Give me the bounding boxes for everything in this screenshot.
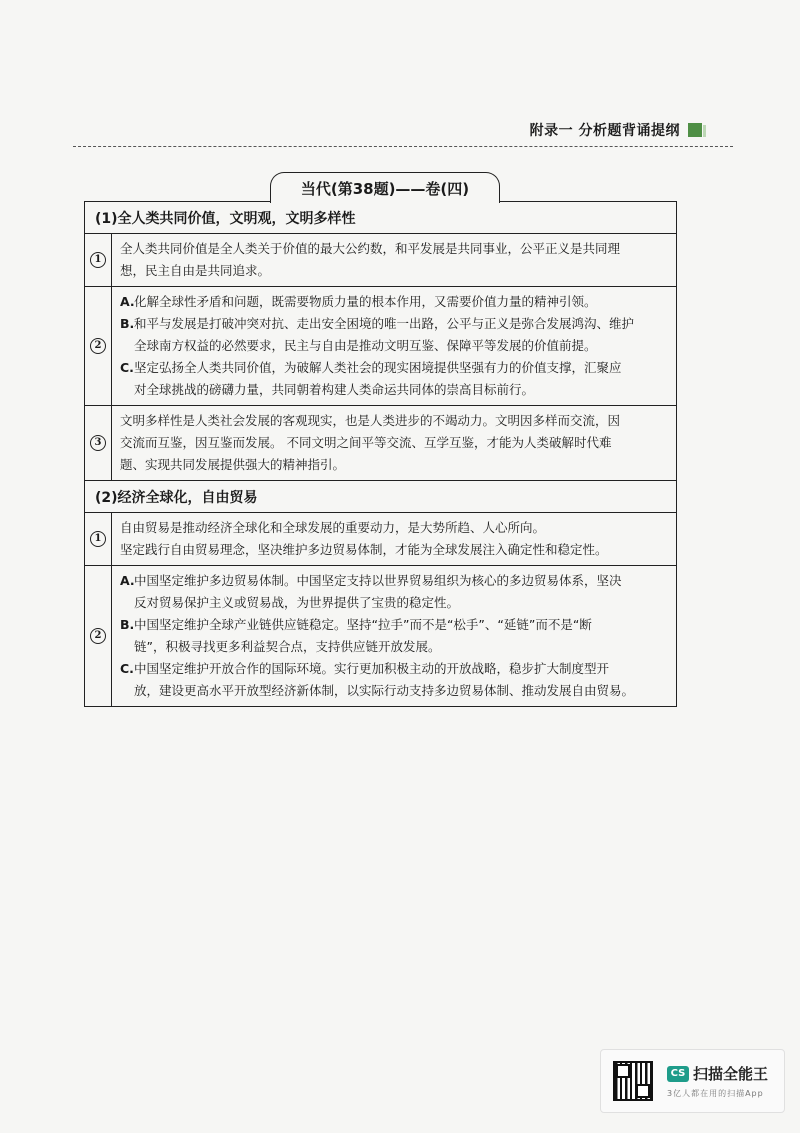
scanner-watermark <box>600 1049 785 1113</box>
text-line: 全球南方权益的必然要求，民主与自由是推动文明互鉴、保障平等发展的价值前提。 <box>134 338 597 353</box>
text-line: 对全球挑战的磅礴力量，共同朝着构建人类命运共同体的崇高目标前行。 <box>134 382 535 397</box>
section-title-tab: 当代(第38题)——卷(四) <box>270 172 500 203</box>
row-number-cell <box>85 566 112 706</box>
list-item <box>120 357 668 401</box>
page-header <box>530 120 702 140</box>
text-line: 坚定践行自由贸易理念，坚决维护多边贸易体制，才能为全球发展注入确定性和稳定性。 <box>120 542 608 557</box>
table-row <box>85 287 676 406</box>
text-line: 和平与发展是打破冲突对抗、走出安全困境的唯一出路，公平与正义是弥合发展鸿沟、维护 <box>134 316 635 331</box>
list-item <box>120 291 668 313</box>
circled-number: 1 <box>90 252 106 268</box>
item-label: C. <box>120 360 134 375</box>
header-title: 附录一 分析题背诵提纲 <box>529 123 680 139</box>
text-line: 交流而互鉴，因互鉴而发展。 不同文明之间平等交流、互学互鉴，才能为人类破解时代难 <box>120 435 612 450</box>
text-line: 题、实现共同发展提供强大的精神指引。 <box>120 457 346 472</box>
row-content <box>112 234 676 286</box>
brand-name: 扫描全能王 <box>693 1065 769 1083</box>
item-label: C. <box>120 661 134 676</box>
item-label: A. <box>120 294 135 309</box>
circled-number: 3 <box>90 435 106 451</box>
text-line: 链”，积极寻找更多利益契合点，支持供应链开放发展。 <box>134 639 441 654</box>
item-label: A. <box>120 573 135 588</box>
row-content <box>112 406 676 480</box>
circled-number: 2 <box>90 628 106 644</box>
circled-number: 2 <box>90 338 106 354</box>
section-heading: (1)全人类共同价值，文明观，文明多样性 <box>85 202 676 234</box>
list-item <box>120 570 668 614</box>
cs-logo-icon: CS <box>667 1066 689 1082</box>
text-line: 坚定弘扬全人类共同价值，为破解人类社会的现实困境提供坚强有力的价值支撑，汇聚应 <box>134 360 622 375</box>
qr-code-icon <box>613 1061 653 1101</box>
row-number-cell <box>85 406 112 480</box>
text-line: 想，民主自由是共同追求。 <box>120 263 271 278</box>
outline-table <box>84 201 677 707</box>
table-row <box>85 566 676 706</box>
brand-tagline: 3亿人都在用的扫描App <box>667 1089 764 1098</box>
header-mark-icon <box>688 123 702 137</box>
table-row <box>85 234 676 287</box>
section-heading: (2)经济全球化，自由贸易 <box>85 481 676 513</box>
item-label: B. <box>120 316 135 331</box>
row-content <box>112 287 676 405</box>
text-line: 全人类共同价值是全人类关于价值的最大公约数，和平发展是共同事业，公平正义是共同理 <box>120 241 621 256</box>
table-row <box>85 513 676 566</box>
text-line: 自由贸易是推动经济全球化和全球发展的重要动力，是大势所趋、人心所向。 <box>120 520 546 535</box>
row-content <box>112 513 676 565</box>
text-line: 中国坚定维护全球产业链供应链稳定。坚持“拉手”而不是“松手”、“延链”而不是“断 <box>134 617 592 632</box>
text-line: 中国坚定维护开放合作的国际环境。实行更加积极主动的开放战略，稳步扩大制度型开 <box>134 661 610 676</box>
text-line: 反对贸易保护主义或贸易战，为世界提供了宝贵的稳定性。 <box>134 595 460 610</box>
text-line: 放，建设更高水平开放型经济新体制，以实际行动支持多边贸易体制、推动发展自由贸易。 <box>134 683 635 698</box>
text-line: 化解全球性矛盾和问题，既需要物质力量的根本作用，又需要价值力量的精神引领。 <box>134 294 597 309</box>
list-item <box>120 313 668 357</box>
row-content <box>112 566 676 706</box>
header-divider <box>73 146 733 147</box>
row-number-cell <box>85 513 112 565</box>
table-row <box>85 406 676 481</box>
text-line: 文明多样性是人类社会发展的客观现实，也是人类进步的不竭动力。文明因多样而交流，因 <box>120 413 621 428</box>
list-item <box>120 658 668 702</box>
row-number-cell <box>85 234 112 286</box>
item-label: B. <box>120 617 135 632</box>
circled-number: 1 <box>90 531 106 547</box>
text-line: 中国坚定维护多边贸易体制。中国坚定支持以世界贸易组织为核心的多边贸易体系，坚决 <box>134 573 622 588</box>
row-number-cell <box>85 287 112 405</box>
list-item <box>120 614 668 658</box>
